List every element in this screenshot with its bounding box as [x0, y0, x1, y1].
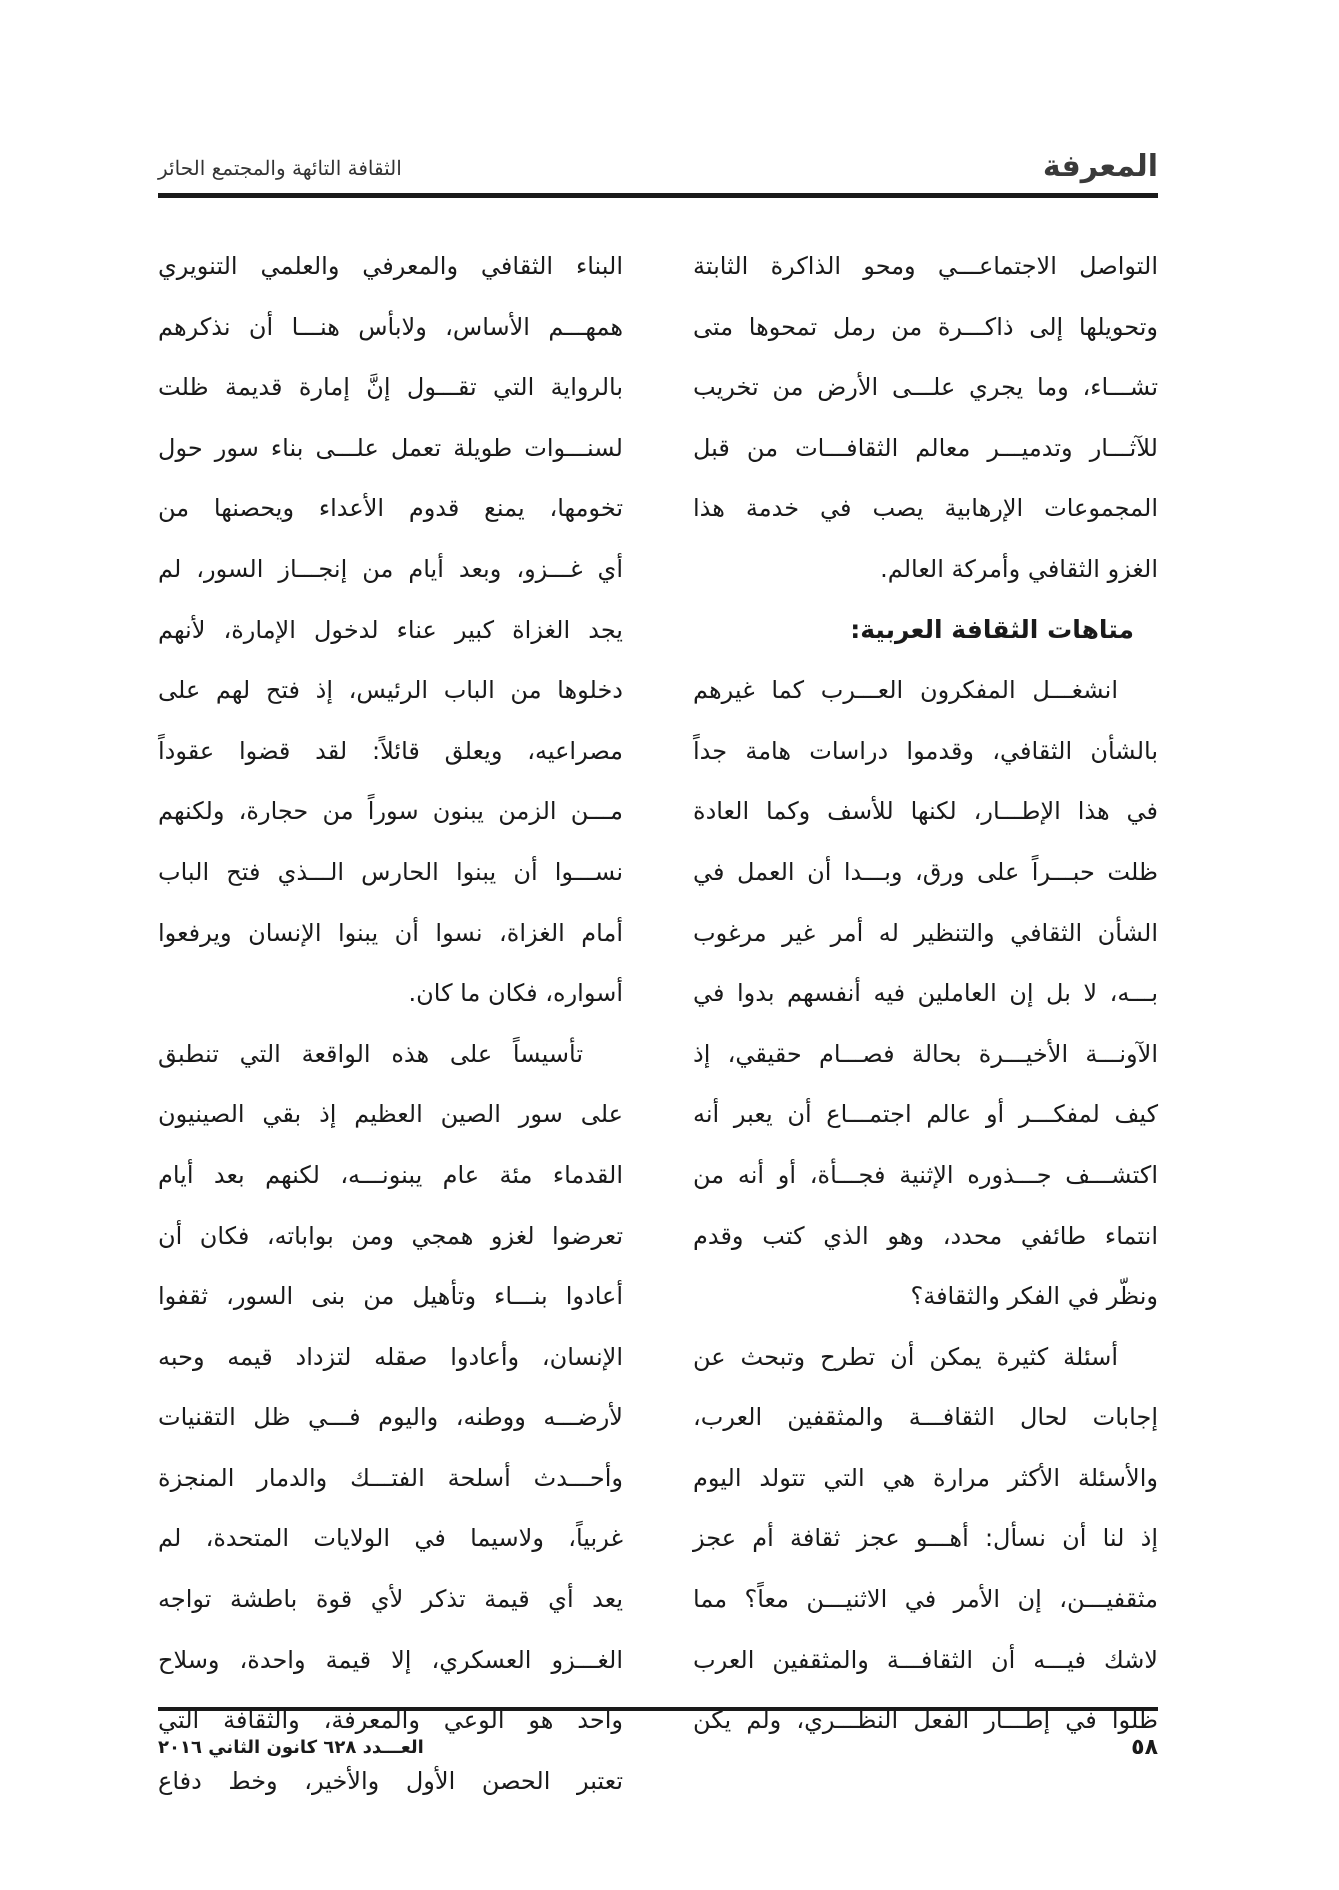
- text-line: لسنـــوات طويلة تعمل علـــى بناء سور حول: [158, 433, 623, 462]
- text-line: البناء الثقافي والمعرفي والعلمي التنويري: [158, 252, 623, 280]
- text-line: تأسيساً على هذه الواقعة التي تنطبق: [158, 1039, 583, 1068]
- text-line: المجموعات الإرهابية يصب في خدمة هذا: [693, 494, 1158, 523]
- page-header: [158, 150, 1158, 190]
- text-line: بـــه، لا بل إن العاملين فيه أنفسهم بدوا في: [693, 979, 1158, 1008]
- text-line: الغزو الثقافي وأمركة العالم.: [880, 554, 1158, 583]
- text-line: ونظّر في الفكر والثقافة؟: [910, 1282, 1158, 1311]
- text-line: نســـوا أن يبنوا الحارس الـــذي فتح الباب: [158, 857, 623, 886]
- text-line: واحد هو الوعي والمعرفة، والثقافة التي: [158, 1706, 623, 1735]
- text-line: أسئلة كثيرة يمكن أن تطرح وتبحث عن: [693, 1342, 1118, 1371]
- text-line: يعد أي قيمة تذكر لأي قوة باطشة تواجه: [158, 1585, 623, 1614]
- paragraph: [158, 1024, 623, 1812]
- text-line: انشغـــل المفكرون العـــرب كما غيرهم: [693, 676, 1118, 705]
- text-line: بالشأن الثقافي، وقدموا دراسات هامة جداً: [693, 736, 1158, 765]
- text-line: كيف لمفكـــر أو عالم اجتمـــاع أن يعبر أنه: [693, 1100, 1158, 1129]
- paragraph: [158, 236, 623, 1024]
- text-line: وتحويلها إلى ذاكـــرة من رمل تمحوها متى: [693, 312, 1158, 341]
- text-line: الغـــزو العسكري، إلا قيمة واحدة، وسلاح: [158, 1645, 623, 1674]
- paragraph: [693, 1327, 1158, 1751]
- section-heading: متاهات الثقافة العربية:: [850, 614, 1134, 644]
- text-line: أسواره، فكان ما كان.: [408, 979, 623, 1008]
- text-line: الإنسان، وأعادوا صقله لتزداد قيمه وحبه: [158, 1342, 623, 1371]
- text-line: للآثـــار وتدميـــر معالم الثقافـــات من قبل: [693, 433, 1158, 462]
- left-column: [158, 236, 623, 1811]
- text-line: مصراعيه، ويعلق قائلاً: لقد قضوا عقوداً: [158, 736, 623, 765]
- header-rule: [158, 193, 1158, 198]
- text-line: غربياً، ولاسيما في الولايات المتحدة، لم: [158, 1524, 623, 1553]
- text-line: تعتبر الحصن الأول والأخير، وخط دفاع: [158, 1766, 623, 1795]
- magazine-logo: المعرفة: [1042, 149, 1158, 184]
- text-line: في هذا الإطـــار، لكنها للأسف وكما العادة: [693, 797, 1158, 826]
- running-title: الثقافة التائهة والمجتمع الحائر: [158, 156, 402, 180]
- right-column: [693, 236, 1158, 1751]
- text-line: يجد الغزاة كبير عناء لدخول الإمارة، لأنهم: [158, 615, 623, 644]
- text-line: لاشك فيـــه أن الثقافـــة والمثقفين العرب: [693, 1645, 1158, 1674]
- text-line: مثقفيـــن، إن الأمر في الاثنيـــن معاً؟ مما: [693, 1585, 1158, 1614]
- text-line: لأرضـــه ووطنه، واليوم فـــي ظل التقنيات: [158, 1403, 623, 1432]
- text-line: دخلوها من الباب الرئيس، إذ فتح لهم على: [158, 676, 623, 705]
- text-line: تعرضوا لغزو همجي ومن بواباته، فكان أن: [158, 1221, 623, 1250]
- text-line: التواصل الاجتماعـــي ومحو الذاكرة الثابتة: [693, 252, 1158, 280]
- text-line: تخومها، يمنع قدوم الأعداء ويحصنها من: [158, 494, 623, 523]
- text-line: بالرواية التي تقـــول إنَّ إمارة قديمة ظلت: [158, 373, 623, 402]
- text-line: همهـــم الأساس، ولابأس هنـــا أن نذكرهم: [158, 312, 623, 341]
- text-line: اكتشـــف جـــذوره الإثنية فجـــأة، أو أنه من: [693, 1160, 1158, 1189]
- text-line: أعادوا بنـــاء وتأهيل من بنى السور، ثقفوا: [158, 1282, 623, 1311]
- footer-rule: [158, 1707, 1158, 1711]
- page-footer: [158, 1735, 1158, 1775]
- text-line: أي غـــزو، وبعد أيام من إنجـــاز السور، لم: [158, 554, 623, 583]
- text-line: أمام الغزاة، نسوا أن يبنوا الإنسان ويرفعوا: [158, 918, 623, 947]
- text-line: إجابات لحال الثقافـــة والمثقفين العرب،: [693, 1403, 1158, 1432]
- text-line: وأحـــدث أسلحة الفتـــك والدمار المنجزة: [158, 1463, 623, 1492]
- page-number: ٥٨: [1131, 1735, 1158, 1760]
- text-line: القدماء مئة عام يبنونـــه، لكنهم بعد أيام: [158, 1160, 623, 1189]
- paragraph: [693, 236, 1158, 600]
- text-line: والأسئلة الأكثر مرارة هي التي تتولد اليوم: [693, 1463, 1158, 1492]
- paragraph: [693, 660, 1158, 1327]
- text-line: الآونـــة الأخيـــرة بحالة فصـــام حقيقي، إذ: [693, 1039, 1158, 1068]
- text-line: ظلت حبـــراً على ورق، وبـــدا أن العمل في: [693, 857, 1158, 886]
- text-line: الشأن الثقافي والتنظير له أمر غير مرغوب: [693, 918, 1158, 947]
- text-line: ظلوا في إطـــار الفعل النظـــري، ولم يكن: [693, 1706, 1158, 1735]
- text-line: إذ لنا أن نسأل: أهـــو عجز ثقافة أم عجز: [693, 1524, 1158, 1553]
- text-line: على سور الصين العظيم إذ بقي الصينيون: [158, 1100, 623, 1129]
- text-line: انتماء طائفي محدد، وهو الذي كتب وقدم: [693, 1221, 1158, 1250]
- text-line: مـــن الزمن يبنون سوراً من حجارة، ولكنهم: [158, 797, 623, 826]
- issue-info: العـــدد ٦٢٨ كانون الثاني ٢٠١٦: [158, 1737, 424, 1758]
- text-line: تشـــاء، وما يجري علـــى الأرض من تخريب: [693, 373, 1158, 402]
